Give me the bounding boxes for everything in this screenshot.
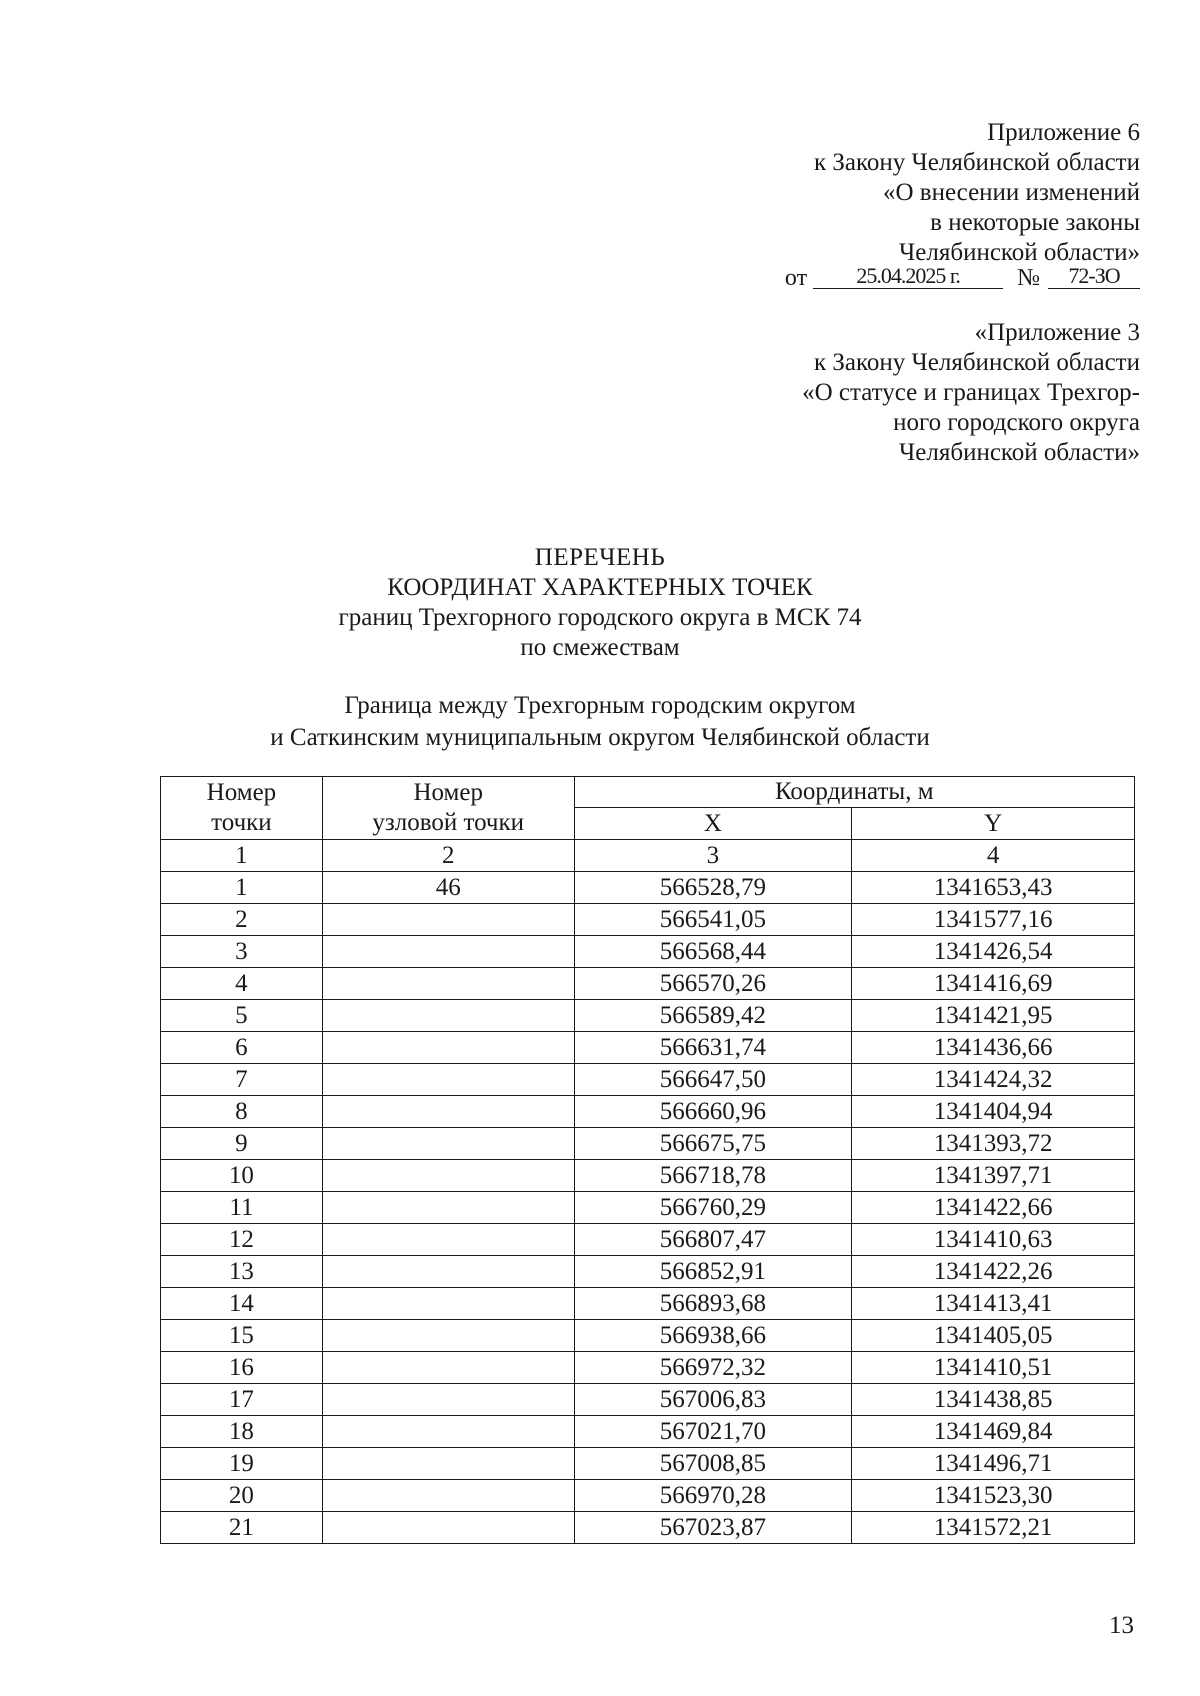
law-date-number-line <box>785 262 1140 292</box>
node-number-cell <box>322 904 574 936</box>
header-x: X <box>574 808 852 840</box>
header-node-number <box>322 777 574 840</box>
table-row <box>161 1320 1135 1352</box>
header-point-number-line: Номер <box>206 779 277 806</box>
y-coordinate-cell: 1341421,95 <box>852 1000 1135 1032</box>
coordinates-table-body <box>161 872 1135 1544</box>
point-number-cell: 21 <box>161 1512 323 1544</box>
x-coordinate-cell: 566807,47 <box>574 1224 852 1256</box>
appendix-6-header <box>814 118 1140 268</box>
point-number-cell: 3 <box>161 936 323 968</box>
table-row <box>161 1192 1135 1224</box>
y-coordinate-cell: 1341438,85 <box>852 1384 1135 1416</box>
y-coordinate-cell: 1341393,72 <box>852 1128 1135 1160</box>
node-number-cell <box>322 1320 574 1352</box>
point-number-cell: 10 <box>161 1160 323 1192</box>
x-coordinate-cell: 566972,32 <box>574 1352 852 1384</box>
document-title <box>0 543 1200 663</box>
appendix-3-line: Челябинской области» <box>899 439 1140 466</box>
point-number-cell: 19 <box>161 1448 323 1480</box>
point-number-cell: 20 <box>161 1480 323 1512</box>
column-number-row <box>161 840 1135 872</box>
y-coordinate-cell: 1341405,05 <box>852 1320 1135 1352</box>
x-coordinate-cell: 566570,26 <box>574 968 852 1000</box>
point-number-cell: 13 <box>161 1256 323 1288</box>
node-number-cell <box>322 1384 574 1416</box>
x-coordinate-cell: 567021,70 <box>574 1416 852 1448</box>
y-coordinate-cell: 1341416,69 <box>852 968 1135 1000</box>
y-coordinate-cell: 1341404,94 <box>852 1096 1135 1128</box>
point-number-cell: 4 <box>161 968 323 1000</box>
y-coordinate-cell: 1341422,66 <box>852 1192 1135 1224</box>
point-number-cell: 8 <box>161 1096 323 1128</box>
table-row <box>161 1096 1135 1128</box>
x-coordinate-cell: 566541,05 <box>574 904 852 936</box>
table-row <box>161 1000 1135 1032</box>
node-number-cell <box>322 1352 574 1384</box>
y-coordinate-cell: 1341469,84 <box>852 1416 1135 1448</box>
header-point-number-line: точки <box>211 809 272 836</box>
title-line: КООРДИНАТ ХАРАКТЕРНЫХ ТОЧЕК <box>387 574 813 601</box>
table-row <box>161 1384 1135 1416</box>
page-number: 13 <box>1109 1612 1134 1639</box>
node-number-cell <box>322 1128 574 1160</box>
y-coordinate-cell: 1341577,16 <box>852 904 1135 936</box>
table-row <box>161 1128 1135 1160</box>
node-number-cell: 46 <box>322 872 574 904</box>
appendix-6-line: Челябинской области» <box>899 239 1140 266</box>
header-y: Y <box>852 808 1135 840</box>
x-coordinate-cell: 566631,74 <box>574 1032 852 1064</box>
point-number-cell: 6 <box>161 1032 323 1064</box>
x-coordinate-cell: 566718,78 <box>574 1160 852 1192</box>
title-line: ПЕРЕЧЕНЬ <box>534 544 666 571</box>
x-coordinate-cell: 566852,91 <box>574 1256 852 1288</box>
x-coordinate-cell: 566528,79 <box>574 872 852 904</box>
y-coordinate-cell: 1341410,51 <box>852 1352 1135 1384</box>
header-coordinates: Координаты, м <box>574 777 1134 808</box>
point-number-cell: 18 <box>161 1416 323 1448</box>
point-number-cell: 11 <box>161 1192 323 1224</box>
x-coordinate-cell: 567023,87 <box>574 1512 852 1544</box>
boundary-subtitle <box>0 690 1200 754</box>
y-coordinate-cell: 1341413,41 <box>852 1288 1135 1320</box>
table-row <box>161 872 1135 904</box>
y-coordinate-cell: 1341424,32 <box>852 1064 1135 1096</box>
table-row <box>161 1480 1135 1512</box>
table-row <box>161 1288 1135 1320</box>
table-row <box>161 1256 1135 1288</box>
x-coordinate-cell: 566760,29 <box>574 1192 852 1224</box>
coordinates-table <box>160 776 1135 1544</box>
table-header-row <box>161 777 1135 808</box>
date-prefix: от <box>784 265 808 291</box>
appendix-3-line: ного городского округа <box>893 409 1140 436</box>
node-number-cell <box>322 936 574 968</box>
appendix-3-line: «О статусе и границах Трехгор- <box>802 379 1140 406</box>
title-line: границ Трехгорного городского округа в МСК 74 <box>338 604 862 631</box>
header-node-number-line: Номер <box>413 779 483 806</box>
point-number-cell: 15 <box>161 1320 323 1352</box>
x-coordinate-cell: 566938,66 <box>574 1320 852 1352</box>
appendix-6-line: Приложение 6 <box>987 119 1140 146</box>
appendix-3-line: «Приложение 3 <box>974 319 1140 346</box>
appendix-3-header <box>802 318 1140 468</box>
appendix-3-line: к Закону Челябинской области <box>814 349 1140 376</box>
x-coordinate-cell: 566647,50 <box>574 1064 852 1096</box>
node-number-cell <box>322 1000 574 1032</box>
x-coordinate-cell: 567008,85 <box>574 1448 852 1480</box>
column-number: 2 <box>322 840 574 872</box>
node-number-cell <box>322 1064 574 1096</box>
point-number-cell: 9 <box>161 1128 323 1160</box>
node-number-cell <box>322 1256 574 1288</box>
x-coordinate-cell: 566660,96 <box>574 1096 852 1128</box>
table-row <box>161 968 1135 1000</box>
node-number-cell <box>322 1288 574 1320</box>
table-row <box>161 1352 1135 1384</box>
y-coordinate-cell: 1341496,71 <box>852 1448 1135 1480</box>
point-number-cell: 17 <box>161 1384 323 1416</box>
point-number-cell: 7 <box>161 1064 323 1096</box>
y-coordinate-cell: 1341397,71 <box>852 1160 1135 1192</box>
point-number-cell: 5 <box>161 1000 323 1032</box>
appendix-6-line: в некоторые законы <box>930 209 1140 236</box>
node-number-cell <box>322 1096 574 1128</box>
node-number-cell <box>322 1192 574 1224</box>
table-row <box>161 1416 1135 1448</box>
title-line: по смежествам <box>520 634 680 661</box>
x-coordinate-cell: 566675,75 <box>574 1128 852 1160</box>
table-row <box>161 1032 1135 1064</box>
node-number-cell <box>322 1224 574 1256</box>
table-row <box>161 936 1135 968</box>
point-number-cell: 16 <box>161 1352 323 1384</box>
x-coordinate-cell: 566568,44 <box>574 936 852 968</box>
node-number-cell <box>322 1448 574 1480</box>
point-number-cell: 2 <box>161 904 323 936</box>
table-row <box>161 1064 1135 1096</box>
table-row <box>161 904 1135 936</box>
subtitle-line: и Саткинским муниципальным округом Челябинской области <box>270 724 930 751</box>
point-number-cell: 14 <box>161 1288 323 1320</box>
law-number: 72-ЗО <box>1048 264 1140 289</box>
table-row <box>161 1160 1135 1192</box>
table-row <box>161 1512 1135 1544</box>
y-coordinate-cell: 1341436,66 <box>852 1032 1135 1064</box>
y-coordinate-cell: 1341426,54 <box>852 936 1135 968</box>
y-coordinate-cell: 1341653,43 <box>852 872 1135 904</box>
y-coordinate-cell: 1341572,21 <box>852 1512 1135 1544</box>
point-number-cell: 12 <box>161 1224 323 1256</box>
x-coordinate-cell: 567006,83 <box>574 1384 852 1416</box>
column-number: 4 <box>852 840 1135 872</box>
column-number: 3 <box>574 840 852 872</box>
x-coordinate-cell: 566893,68 <box>574 1288 852 1320</box>
node-number-cell <box>322 1512 574 1544</box>
table-row <box>161 1224 1135 1256</box>
point-number-cell: 1 <box>161 872 323 904</box>
node-number-cell <box>322 1160 574 1192</box>
header-point-number <box>161 777 323 840</box>
header-node-number-line: узловой точки <box>372 809 525 836</box>
y-coordinate-cell: 1341410,63 <box>852 1224 1135 1256</box>
column-number: 1 <box>161 840 323 872</box>
node-number-cell <box>322 1416 574 1448</box>
node-number-cell <box>322 1480 574 1512</box>
x-coordinate-cell: 566970,28 <box>574 1480 852 1512</box>
x-coordinate-cell: 566589,42 <box>574 1000 852 1032</box>
table-row <box>161 1448 1135 1480</box>
law-date: 25.04.2025 г. <box>813 264 1003 289</box>
appendix-6-line: к Закону Челябинской области <box>814 149 1140 176</box>
node-number-cell <box>322 968 574 1000</box>
appendix-6-line: «О внесении изменений <box>882 179 1140 206</box>
y-coordinate-cell: 1341422,26 <box>852 1256 1135 1288</box>
number-sign: № <box>1017 265 1040 291</box>
subtitle-line: Граница между Трехгорным городским округом <box>344 692 856 719</box>
node-number-cell <box>322 1032 574 1064</box>
y-coordinate-cell: 1341523,30 <box>852 1480 1135 1512</box>
